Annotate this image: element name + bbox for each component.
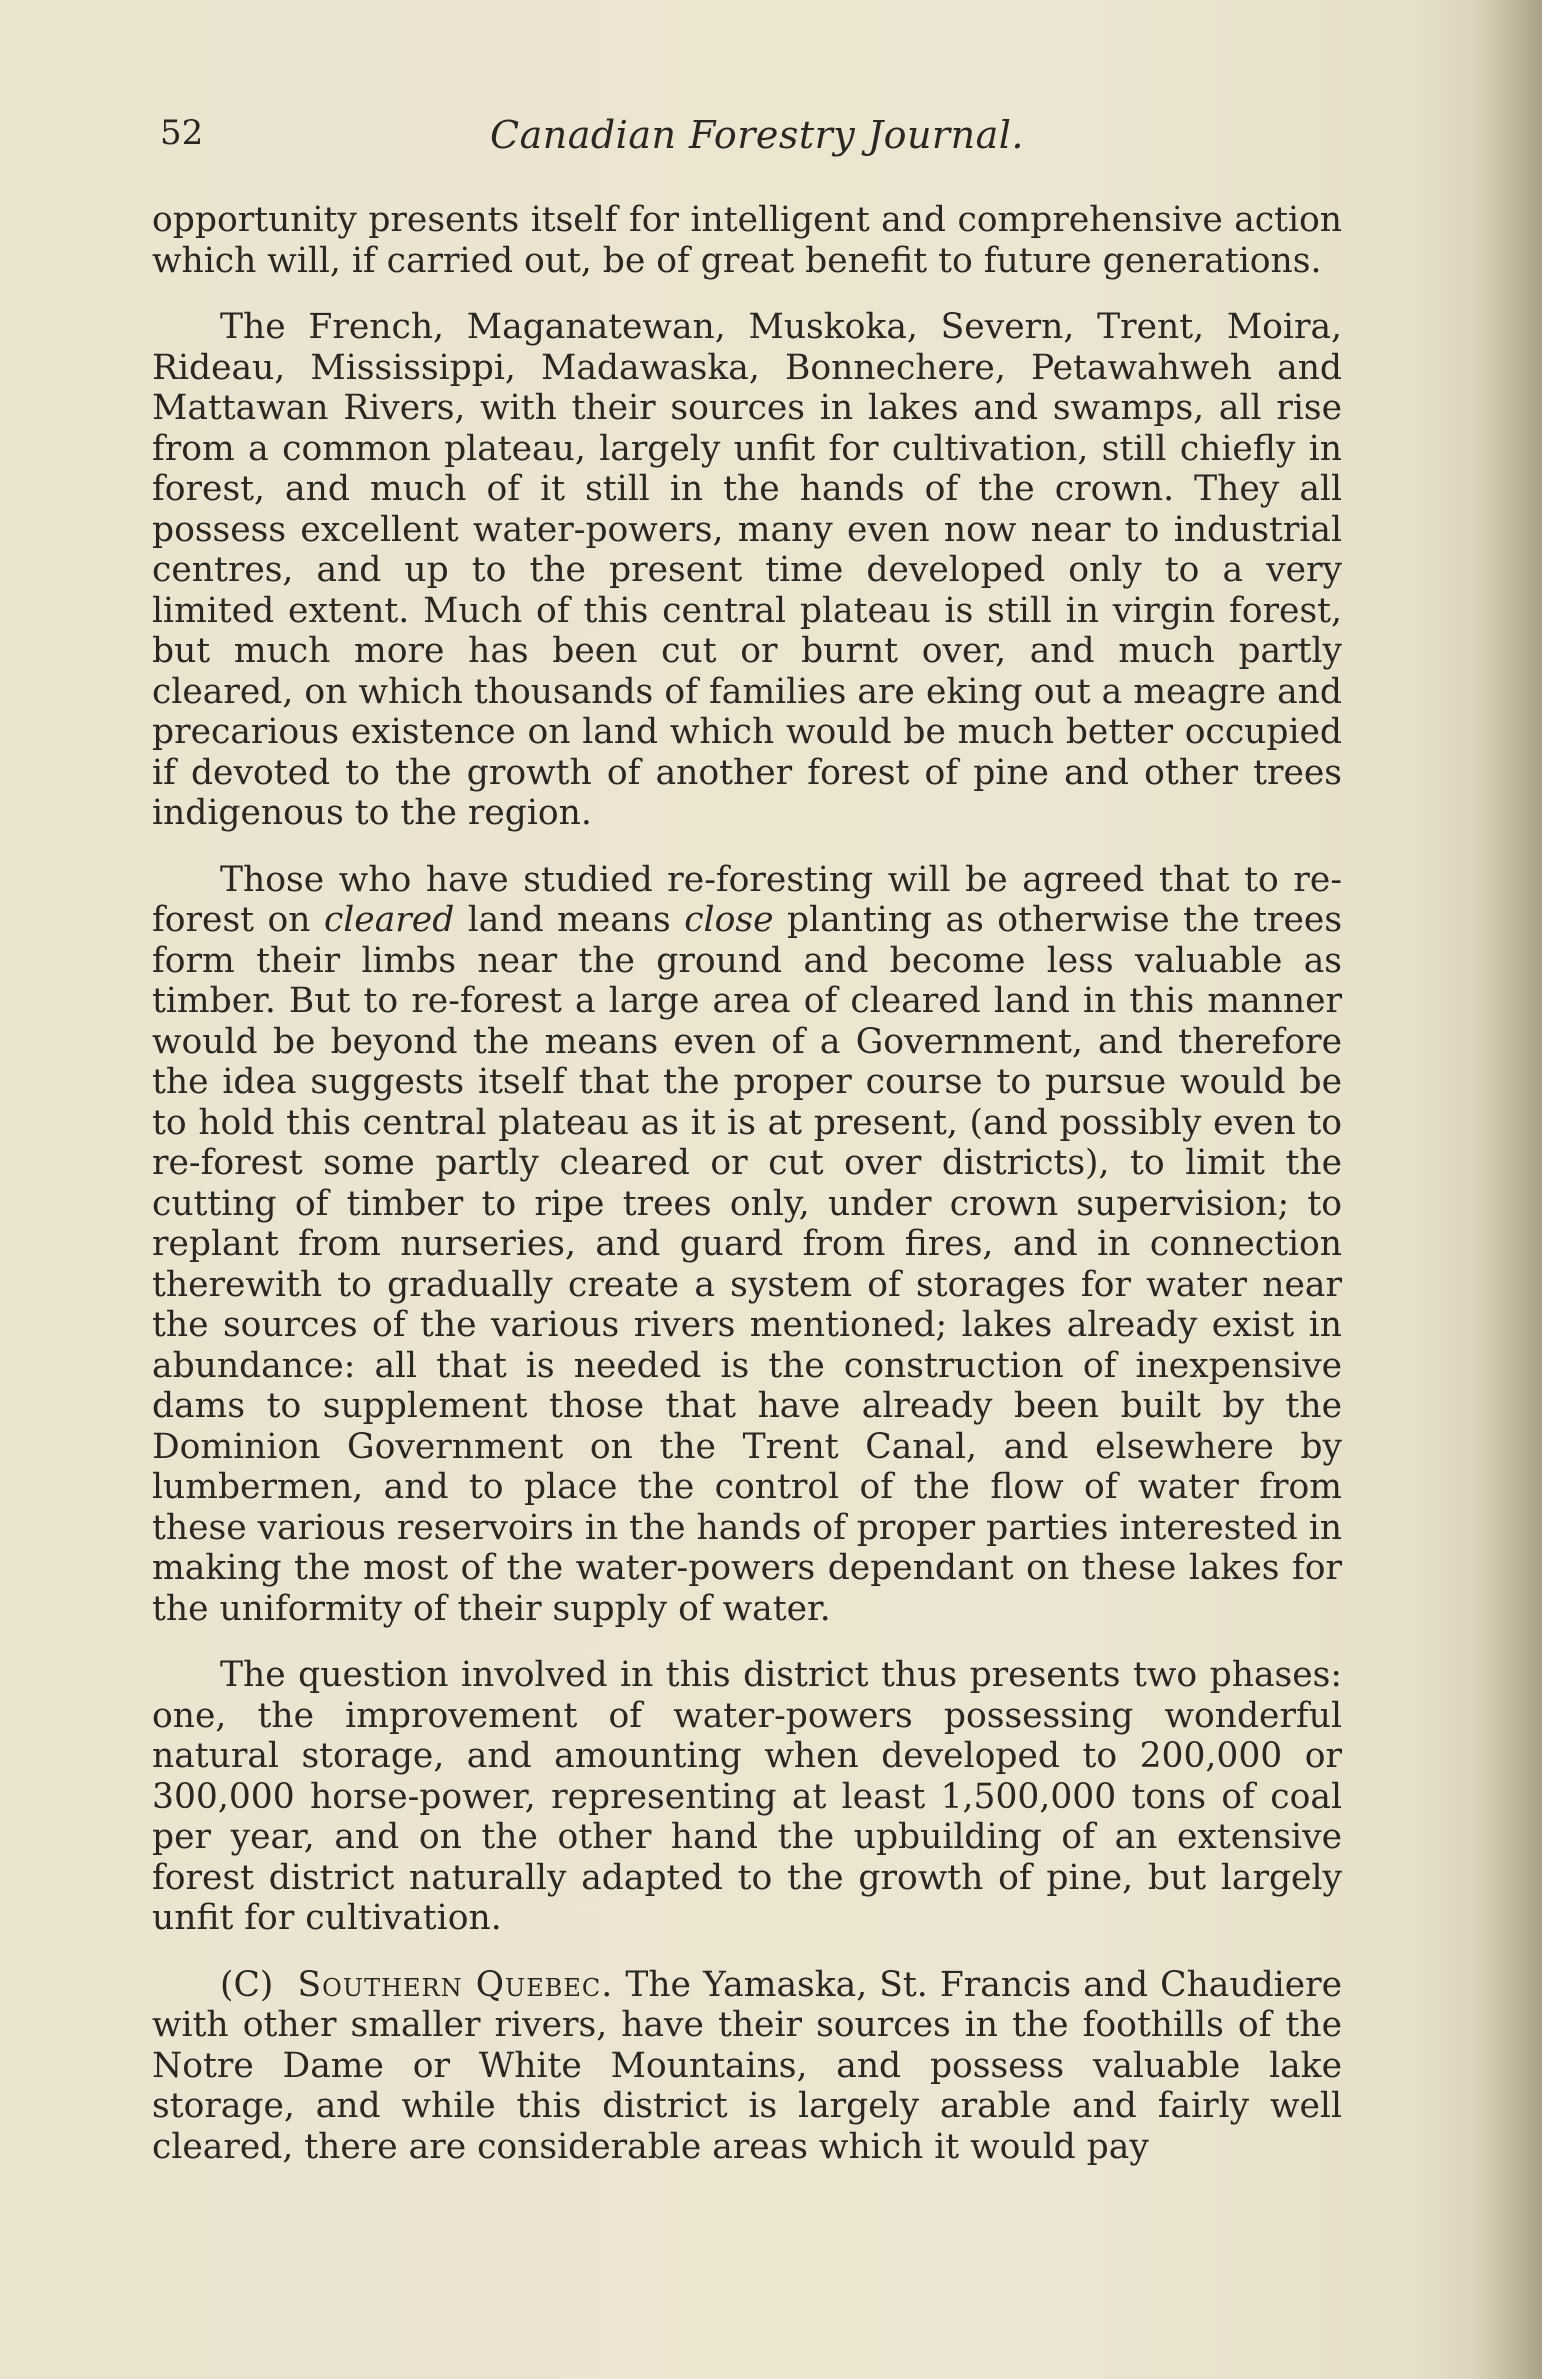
emphasis-cleared: cleared bbox=[323, 900, 455, 940]
page-number: 52 bbox=[160, 113, 204, 153]
southern-quebec-text: The Yamaska, St. Francis and Chaudiere with other smaller rivers, have their sources in the foothills of the Notre Dame or White Mountains, and possess valuable lake storage, and while this district is largely arable and fairly well cleared, there are considerable areas which it would pay bbox=[152, 1964, 1343, 2167]
reforesting-text-3: planting as otherwise the trees form their limbs near the ground and become less valuable as timber. But to re-forest a large area of cleared land in this manner would be beyond the means even of a Government, and therefore the idea suggests itself that the proper course to pursue would be to hold this central plateau as it is at present, (and possibly even to re-forest some partly cleared or cut over districts), to limit the cutting of timber to ripe trees only, under crown supervision; to replant from nurseries, and guard from fires, and in connection therewith to gradually create a system of storages for water near the sources of the various rivers mentioned; lakes already exist in abundance: all that is needed is the construction of inexpensive dams to supplement those that have already been built by the Dominion Government on the Trent Canal, and elsewhere by lumbermen, and to place the control of the flow of water from these various reservoirs in the hands of proper parties interested in making the most of the water-powers dependant on these lakes for the uniformity of their supply of water. bbox=[152, 900, 1343, 1629]
reforesting-text-2: land means bbox=[467, 900, 671, 940]
paragraph-southern-quebec bbox=[152, 1965, 1342, 2168]
reforesting-text-1: Those who have studied re-foresting will be agreed that to re-forest on bbox=[152, 859, 1342, 940]
body-text bbox=[152, 200, 1342, 2193]
page-edge-shadow bbox=[1472, 0, 1542, 2379]
paragraph-question: The question involved in this district thus presents two phases: one, the improvement of water-powers possessing wonderful natural storage, and amounting when developed to 200,000 or 300,000 horse-power, representing at least 1,500,000 tons of coal per year, and on the other hand the upbuilding of an extensive forest district naturally adapted to the growth of pine, but largely unfit for cultivation. bbox=[152, 1655, 1342, 1938]
section-heading: Southern Quebec. bbox=[297, 1964, 614, 2005]
paragraph-rivers: The French, Maganatewan, Muskoka, Severn, Trent, Moira, Rideau, Mississippi, Madawaska, Bonnechere, Petawahweh and Mattawan Rivers, with their sources in lakes and swamps, all rise from a common plateau, largely unfit for cultivation, still chiefly in forest, and much of it still in the hands of the crown. They all possess excellent water-powers, many even now near to industrial centres, and up to the present time developed only to a very limited extent. Much of this central plateau is still in virgin forest, but much more has been cut or burnt over, and much partly cleared, on which thousands of families are eking out a meagre and precarious existence on land which would be much better occupied if devoted to the growth of another forest of pine and other trees indigenous to the region. bbox=[152, 307, 1342, 833]
running-head bbox=[160, 105, 1380, 165]
paragraph-reforesting bbox=[152, 860, 1342, 1630]
section-label: (C) bbox=[220, 1964, 274, 2005]
journal-title: Canadian Forestry Journal. bbox=[490, 113, 1024, 157]
paragraph-continuation: opportunity presents itself for intelligent and comprehensive action which will, if carried out, be of great benefit to future generations. bbox=[152, 200, 1342, 281]
emphasis-close: close bbox=[684, 900, 774, 940]
